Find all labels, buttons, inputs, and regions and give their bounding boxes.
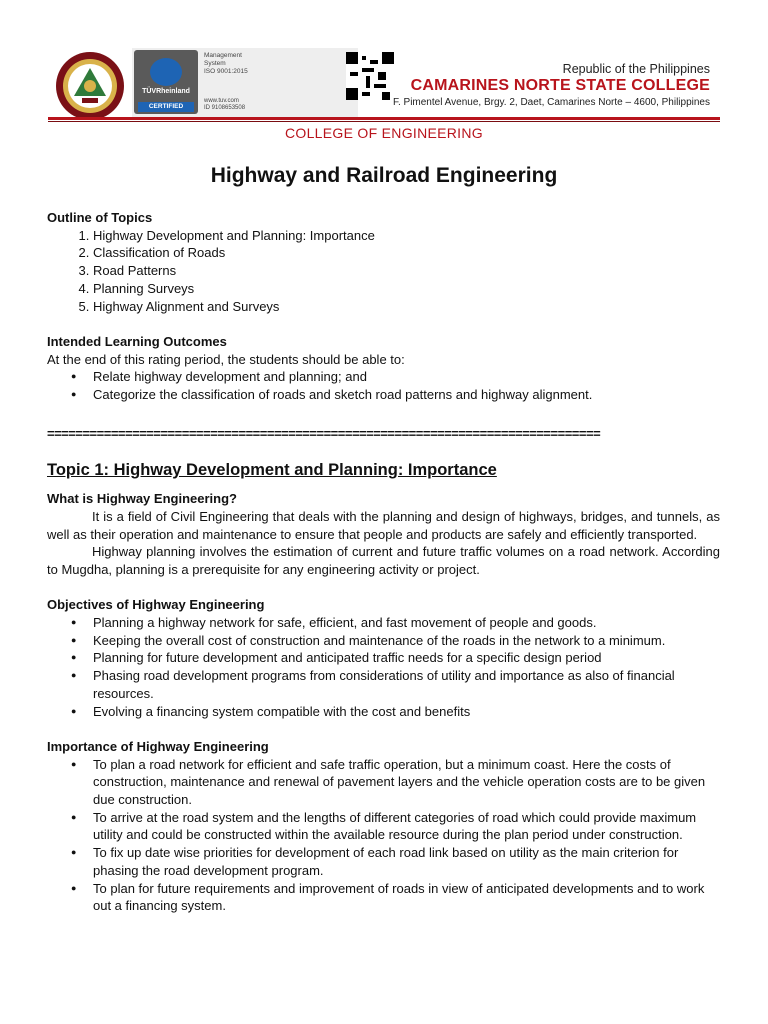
paragraph: Highway planning involves the estimation of current and future traffic volumes on a road network. According to Mugdha, planning is a prerequisite for any engineering activity or project. — [47, 544, 720, 577]
department-name: COLLEGE OF ENGINEERING — [285, 125, 483, 141]
college-seal-icon — [54, 50, 126, 122]
tuv-brand: TÜVRheinland — [142, 88, 190, 95]
objectives-heading: Objectives of Highway Engineering — [47, 597, 265, 613]
qr-code-icon — [346, 52, 394, 100]
tuv-text: Management System ISO 9001:2015 — [204, 52, 248, 75]
list-item: 4. Planning Surveys — [93, 280, 720, 298]
republic-label: Republic of the Philippines — [562, 62, 710, 76]
importance-heading: Importance of Highway Engineering — [47, 738, 269, 754]
letterhead — [48, 44, 720, 118]
list-item: ● Relate highway development and planning; and — [93, 368, 720, 386]
tuv-id: www.tuv.com ID 9108653508 — [204, 98, 246, 111]
outline-heading: Outline of Topics — [47, 210, 153, 225]
list-item: ● To arrive at the road system and the lengths of different categories of road which could provide maximum utility and could be constructed within the available resource during the plan period under construction. — [93, 809, 720, 844]
list-item: ● To plan for future requirements and improvement of roads in view of anticipated developments and to work out a financing system. — [93, 880, 720, 915]
separator-line: ============================================================================== — [47, 426, 601, 442]
list-item: ● To plan a road network for efficient and safe traffic operation, but a minimum coast. Here the costs of construction, maintenance and renewal of pavement layers and the vehicle operation costs are to be given due construction. — [93, 756, 720, 809]
what-heading: What is Highway Engineering? — [47, 491, 237, 507]
list-item: 5. Highway Alignment and Surveys — [93, 298, 720, 316]
paragraph: It is a field of Civil Engineering that deals with the planning and design of highways, bridges, and tunnels, as well as their operation and maintenance to ensure that people and products are safely and efficiently transported. — [47, 508, 720, 542]
list-item: 3. Road Patterns — [93, 262, 720, 280]
list-item: ● Planning for future development and anticipated traffic needs for a specific design period — [93, 649, 720, 667]
college-name: CAMARINES NORTE STATE COLLEGE — [410, 77, 710, 94]
ilo-list — [47, 368, 720, 403]
header-rule — [48, 117, 720, 120]
ilo-heading: Intended Learning Outcomes — [47, 333, 227, 349]
importance-list — [47, 756, 720, 915]
objectives-list — [47, 614, 720, 720]
tuv-logo-icon — [134, 50, 198, 114]
ilo-intro: At the end of this rating period, the students should be able to: — [47, 351, 405, 367]
list-item: ● To fix up date wise priorities for development of each road link based on utility as the main criterion for phasing the road development program. — [93, 844, 720, 879]
list-item: 2. Classification of Roads — [93, 244, 720, 262]
outline-list — [47, 227, 720, 316]
header-rule-thin — [48, 121, 720, 122]
tuv-certification-badge — [132, 48, 358, 118]
college-address: F. Pimentel Avenue, Brgy. 2, Daet, Camarines Norte – 4600, Philippines — [392, 97, 710, 108]
list-item: 1. Highway Development and Planning: Importance — [93, 227, 720, 245]
topic-heading: Topic 1: Highway Development and Planning: Importance — [47, 461, 497, 480]
list-item: ● Phasing road development programs from considerations of utility and importance as also of financial resources. — [93, 667, 720, 702]
list-item: ● Planning a highway network for safe, efficient, and fast movement of people and goods. — [93, 614, 720, 632]
document-body — [47, 209, 720, 915]
list-item: ● Evolving a financing system compatible with the cost and benefits — [93, 703, 720, 721]
list-item: ● Categorize the classification of roads and sketch road patterns and highway alignment. — [93, 386, 720, 404]
document-title: Highway and Railroad Engineering — [210, 164, 558, 187]
list-item: ● Keeping the overall cost of construction and maintenance of the roads in the network to a minimum. — [93, 632, 720, 650]
tuv-certified-label: CERTIFIED — [138, 102, 194, 112]
